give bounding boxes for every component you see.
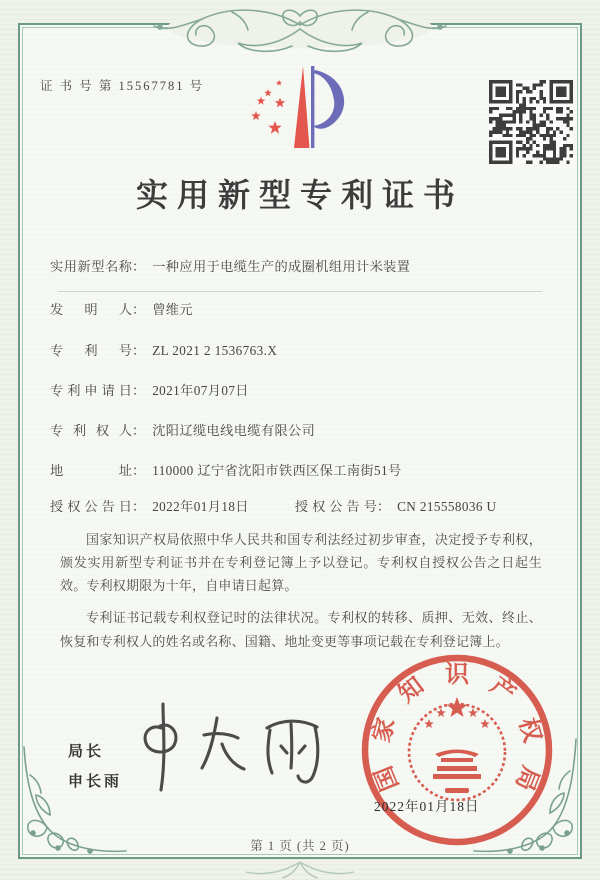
colon: ： (132, 499, 146, 514)
commissioner-block (68, 740, 122, 791)
field-value: 一种应用于电缆生产的成圈机组用计米装置 (152, 259, 411, 274)
field-label: 发明人 (50, 302, 132, 317)
bottom-flourish-ornament (240, 860, 360, 880)
divider-line (58, 291, 542, 292)
colon: ： (132, 259, 146, 274)
colon: ： (376, 499, 391, 514)
svg-text:家: 家 (368, 715, 401, 746)
colon: ： (132, 302, 146, 317)
grant-date-pair (50, 496, 249, 515)
field-row-filing-date (50, 380, 249, 399)
colon: ： (132, 383, 146, 398)
svg-text:局: 局 (509, 762, 544, 795)
colon: ： (132, 463, 146, 478)
svg-text:知: 知 (394, 672, 429, 708)
official-seal-icon (357, 650, 557, 850)
colon: ： (132, 423, 146, 438)
field-label: 实用新型名称 (50, 259, 132, 274)
field-value: 曾维元 (152, 302, 193, 317)
legal-paragraph: 国家知识产权局依照中华人民共和国专利法经过初步审查，决定授予专利权，颁发实用新型专利证书并在专利登记簿上予以登记。专利权自授权公告之日起生效。专利权期限为十年，自申请日起算。 (60, 532, 542, 594)
field-row-address (50, 460, 402, 479)
certificate-title: 实用新型专利证书 (135, 177, 464, 213)
field-label: 地址 (50, 463, 132, 478)
field-value: 2022年01月18日 (152, 499, 249, 514)
field-row-name (50, 256, 410, 275)
field-row-patent-no (50, 340, 277, 359)
field-label: 授权公告号 (294, 499, 377, 514)
certificate-number: 证 书 号 第 15567781 号 (40, 79, 205, 93)
commissioner-name: 申长雨 (68, 773, 123, 790)
svg-text:识: 识 (445, 662, 469, 688)
commissioner-signature-icon (125, 698, 325, 796)
commissioner-title: 局长 (68, 743, 105, 760)
field-row-grant (50, 496, 496, 515)
svg-text:权: 权 (513, 715, 546, 746)
cnipa-logo-icon (243, 62, 355, 152)
svg-text:国: 国 (370, 762, 405, 795)
svg-text:产: 产 (485, 672, 520, 708)
field-row-patentee (50, 420, 315, 439)
field-row-inventor (50, 299, 193, 318)
field-label: 授权公告日 (50, 499, 132, 514)
field-value: ZL 2021 2 1536763.X (152, 343, 278, 358)
field-value: 110000 辽宁省沈阳市铁西区保工南街51号 (152, 463, 402, 478)
page-footer: 第 1 页 (共 2 页) (250, 839, 350, 853)
field-value: CN 215558036 U (397, 499, 497, 514)
grant-number-pair (295, 496, 497, 515)
field-value: 沈阳辽缆电线电缆有限公司 (152, 423, 316, 438)
qr-code-icon (489, 80, 573, 164)
seal-date: 2022年01月18日 (374, 799, 480, 814)
field-value: 2021年07月07日 (152, 383, 249, 398)
field-label: 专利申请日 (50, 383, 132, 398)
field-label: 专利权人 (50, 423, 132, 438)
legal-paragraph: 专利证书记载专利权登记时的法律状况。专利权的转移、质押、无效、终止、恢复和专利权人的姓名或名称、国籍、地址变更等事项记载在专利登记簿上。 (60, 610, 542, 649)
colon: ： (132, 343, 146, 358)
legal-text (60, 528, 542, 653)
field-label: 专利号 (50, 343, 132, 358)
